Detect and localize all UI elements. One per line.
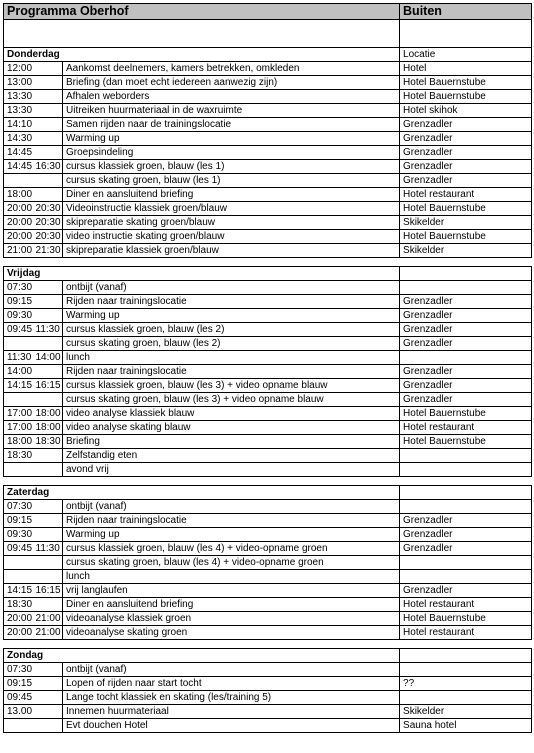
end-time: 18:00 (33, 421, 63, 435)
location: Hotel (400, 62, 532, 76)
table-row (4, 323, 532, 337)
end-time: 16:15 (33, 379, 63, 393)
location: Hotel Bauernstube (400, 407, 532, 421)
location (400, 463, 532, 477)
table-row (4, 514, 532, 528)
table-row (4, 76, 532, 90)
location-header: Locatie (400, 48, 532, 62)
table-row (4, 174, 532, 188)
gap-cell (4, 640, 532, 649)
activity: ontbijt (vanaf) (63, 500, 400, 514)
activity: cursus klassiek groen, blauw (les 2) (63, 323, 400, 337)
activity: Diner en aansluitend briefing (63, 598, 400, 612)
table-row (4, 598, 532, 612)
table-row (4, 281, 532, 295)
table-row (4, 570, 532, 584)
start-time: 13:30 (4, 104, 33, 118)
title-row (4, 4, 532, 20)
day-header-row (4, 48, 532, 62)
location: Skikelder (400, 705, 532, 719)
end-time (33, 118, 63, 132)
day-name: Donderdag (4, 48, 400, 62)
end-time (33, 556, 63, 570)
start-time: 18:00 (4, 435, 33, 449)
table-row (4, 705, 532, 719)
location: Grenzadler (400, 132, 532, 146)
table-row (4, 393, 532, 407)
activity: Groepsindeling (63, 146, 400, 160)
end-time: 21:00 (33, 612, 63, 626)
start-time: 09:15 (4, 514, 33, 528)
start-time: 20:00 (4, 626, 33, 640)
end-time (33, 463, 63, 477)
location: Skikelder (400, 244, 532, 258)
start-time: 21:00 (4, 244, 33, 258)
end-time (33, 449, 63, 463)
end-time (33, 132, 63, 146)
location: Grenzadler (400, 174, 532, 188)
table-row (4, 677, 532, 691)
location: Grenzadler (400, 379, 532, 393)
start-time: 18:30 (4, 449, 33, 463)
activity: cursus skating groen, blauw (les 1) (63, 174, 400, 188)
table-row (4, 663, 532, 677)
end-time (33, 146, 63, 160)
activity: Warming up (63, 309, 400, 323)
end-time (33, 514, 63, 528)
activity: vrij langlaufen (63, 584, 400, 598)
activity: Lange tocht klassiek en skating (les/training 5) (63, 691, 400, 705)
end-time (33, 705, 63, 719)
activity: video analyse klassiek blauw (63, 407, 400, 421)
activity: Rijden naar trainingslocatie (63, 365, 400, 379)
end-time (33, 104, 63, 118)
table-row (4, 216, 532, 230)
location: Grenzadler (400, 542, 532, 556)
table-row (4, 612, 532, 626)
table-row (4, 556, 532, 570)
start-time: 09:15 (4, 677, 33, 691)
table-row (4, 146, 532, 160)
location (400, 281, 532, 295)
location: Grenzadler (400, 514, 532, 528)
start-time: 12:00 (4, 62, 33, 76)
location: Grenzadler (400, 337, 532, 351)
activity: Diner en aansluitend briefing (63, 188, 400, 202)
location: Sauna hotel (400, 719, 532, 733)
end-time (33, 570, 63, 584)
end-time: 18:00 (33, 407, 63, 421)
end-time: 11:30 (33, 542, 63, 556)
end-time (33, 76, 63, 90)
start-time: 14:00 (4, 365, 33, 379)
location: Grenzadler (400, 323, 532, 337)
end-time: 18:30 (33, 435, 63, 449)
day-name: Zaterdag (4, 486, 400, 500)
start-time: 14:15 (4, 379, 33, 393)
activity: ontbijt (vanaf) (63, 281, 400, 295)
day-header-row (4, 649, 532, 663)
table-row (4, 104, 532, 118)
location (400, 351, 532, 365)
activity: cursus skating groen, blauw (les 3) + video opname blauw (63, 393, 400, 407)
location: Hotel Bauernstube (400, 435, 532, 449)
table-row (4, 62, 532, 76)
end-time (33, 174, 63, 188)
end-time (33, 62, 63, 76)
location: Grenzadler (400, 118, 532, 132)
end-time (33, 719, 63, 733)
day-name: Vrijdag (4, 267, 400, 281)
location-header-empty (400, 267, 532, 281)
location: Grenzadler (400, 309, 532, 323)
start-time (4, 463, 33, 477)
activity: Samen rijden naar de trainingslocatie (63, 118, 400, 132)
day-header-row (4, 267, 532, 281)
end-time (33, 365, 63, 379)
location (400, 663, 532, 677)
activity: cursus skating groen, blauw (les 2) (63, 337, 400, 351)
table-row (4, 337, 532, 351)
location: Grenzadler (400, 528, 532, 542)
start-time: 09:45 (4, 691, 33, 705)
location: Hotel skihok (400, 104, 532, 118)
activity: ontbijt (vanaf) (63, 663, 400, 677)
end-time (33, 337, 63, 351)
location: Grenzadler (400, 584, 532, 598)
table-row (4, 188, 532, 202)
start-time (4, 393, 33, 407)
location: Hotel restaurant (400, 188, 532, 202)
location: Hotel restaurant (400, 598, 532, 612)
activity: skipreparatie klassiek groen/blauw (63, 244, 400, 258)
location-header-empty (400, 649, 532, 663)
table-row (4, 528, 532, 542)
end-time (33, 295, 63, 309)
start-time: 07:30 (4, 663, 33, 677)
blank-cell (400, 20, 532, 48)
end-time (33, 691, 63, 705)
end-time (33, 663, 63, 677)
start-time: 14:45 (4, 146, 33, 160)
activity: Briefing (dan moet echt iedereen aanwezig zijn) (63, 76, 400, 90)
start-time: 13:30 (4, 90, 33, 104)
end-time (33, 309, 63, 323)
activity: Warming up (63, 528, 400, 542)
start-time: 09:30 (4, 528, 33, 542)
section-gap (4, 640, 532, 649)
start-time: 18:30 (4, 598, 33, 612)
schedule-table (3, 3, 532, 733)
location: Grenzadler (400, 295, 532, 309)
activity: lunch (63, 351, 400, 365)
location: Grenzadler (400, 146, 532, 160)
program-title: Programma Oberhof (4, 4, 400, 20)
activity: skipreparatie skating groen/blauw (63, 216, 400, 230)
table-row (4, 463, 532, 477)
start-time: 13.00 (4, 705, 33, 719)
start-time (4, 570, 33, 584)
activity: Briefing (63, 435, 400, 449)
table-row (4, 244, 532, 258)
location: Hotel Bauernstube (400, 90, 532, 104)
end-time (33, 393, 63, 407)
blank-cell (4, 20, 400, 48)
table-row (4, 309, 532, 323)
start-time: 14:15 (4, 584, 33, 598)
start-time: 07:30 (4, 500, 33, 514)
end-time (33, 188, 63, 202)
gap-cell (4, 477, 532, 486)
end-time: 11:30 (33, 323, 63, 337)
activity: videoanalyse klassiek groen (63, 612, 400, 626)
activity: cursus klassiek groen, blauw (les 4) + video-opname groen (63, 542, 400, 556)
end-time (33, 528, 63, 542)
title-location: Buiten (400, 4, 532, 20)
table-row (4, 132, 532, 146)
activity: cursus skating groen, blauw (les 4) + video-opname groen (63, 556, 400, 570)
table-row (4, 230, 532, 244)
activity: cursus klassiek groen, blauw (les 3) + video opname blauw (63, 379, 400, 393)
location-header-empty (400, 486, 532, 500)
section-gap (4, 258, 532, 267)
activity: Rijden naar trainingslocatie (63, 514, 400, 528)
end-time: 14:00 (33, 351, 63, 365)
blank-row (4, 20, 532, 48)
table-row (4, 202, 532, 216)
table-row (4, 407, 532, 421)
table-row (4, 542, 532, 556)
start-time: 11:30 (4, 351, 33, 365)
activity: Aankomst deelnemers, kamers betrekken, omkleden (63, 62, 400, 76)
start-time: 14:30 (4, 132, 33, 146)
gap-cell (4, 258, 532, 267)
end-time: 21:00 (33, 626, 63, 640)
activity: Videoinstructie klassiek groen/blauw (63, 202, 400, 216)
activity: videoanalyse skating groen (63, 626, 400, 640)
day-header-row (4, 486, 532, 500)
table-row (4, 719, 532, 733)
activity: Lopen of rijden naar start tocht (63, 677, 400, 691)
activity: Afhalen weborders (63, 90, 400, 104)
location: Hotel Bauernstube (400, 202, 532, 216)
start-time: 09:15 (4, 295, 33, 309)
end-time: 16:15 (33, 584, 63, 598)
start-time: 13:00 (4, 76, 33, 90)
location: Grenzadler (400, 160, 532, 174)
location: Skikelder (400, 216, 532, 230)
activity: Uitreiken huurmateriaal in de waxruimte (63, 104, 400, 118)
end-time: 21:30 (33, 244, 63, 258)
location: Hotel restaurant (400, 626, 532, 640)
table-row (4, 118, 532, 132)
activity: Rijden naar trainingslocatie (63, 295, 400, 309)
start-time: 14:10 (4, 118, 33, 132)
start-time: 20:00 (4, 230, 33, 244)
activity: video instructie skating groen/blauw (63, 230, 400, 244)
start-time (4, 337, 33, 351)
start-time: 18:00 (4, 188, 33, 202)
table-row (4, 691, 532, 705)
start-time: 07:30 (4, 281, 33, 295)
start-time: 09:45 (4, 542, 33, 556)
activity: cursus klassiek groen, blauw (les 1) (63, 160, 400, 174)
activity: video analyse skating blauw (63, 421, 400, 435)
end-time (33, 281, 63, 295)
activity: Warming up (63, 132, 400, 146)
location: Hotel restaurant (400, 421, 532, 435)
start-time (4, 719, 33, 733)
end-time (33, 677, 63, 691)
location: Hotel Bauernstube (400, 612, 532, 626)
activity: Evt douchen Hotel (63, 719, 400, 733)
location: Hotel Bauernstube (400, 230, 532, 244)
table-row (4, 295, 532, 309)
end-time (33, 598, 63, 612)
activity: Zelfstandig eten (63, 449, 400, 463)
start-time: 20:00 (4, 202, 33, 216)
activity: Innemen huurmateriaal (63, 705, 400, 719)
table-row (4, 435, 532, 449)
location: Grenzadler (400, 393, 532, 407)
table-row (4, 365, 532, 379)
location (400, 556, 532, 570)
table-row (4, 500, 532, 514)
table-row (4, 160, 532, 174)
table-row (4, 90, 532, 104)
table-row (4, 379, 532, 393)
start-time (4, 174, 33, 188)
end-time: 16:30 (33, 160, 63, 174)
end-time: 20:30 (33, 202, 63, 216)
table-row (4, 449, 532, 463)
location (400, 500, 532, 514)
end-time: 20:30 (33, 230, 63, 244)
location: Hotel Bauernstube (400, 76, 532, 90)
start-time: 09:30 (4, 309, 33, 323)
start-time: 17:00 (4, 407, 33, 421)
end-time: 20:30 (33, 216, 63, 230)
table-row (4, 626, 532, 640)
activity: avond vrij (63, 463, 400, 477)
location (400, 691, 532, 705)
end-time (33, 90, 63, 104)
table-row (4, 421, 532, 435)
start-time: 20:00 (4, 612, 33, 626)
section-gap (4, 477, 532, 486)
day-name: Zondag (4, 649, 400, 663)
start-time: 17:00 (4, 421, 33, 435)
schedule-sheet (3, 3, 531, 733)
start-time: 20:00 (4, 216, 33, 230)
start-time: 14:45 (4, 160, 33, 174)
location (400, 449, 532, 463)
start-time (4, 556, 33, 570)
location (400, 570, 532, 584)
table-row (4, 351, 532, 365)
location: ?? (400, 677, 532, 691)
start-time: 09:45 (4, 323, 33, 337)
table-row (4, 584, 532, 598)
location: Grenzadler (400, 365, 532, 379)
activity: lunch (63, 570, 400, 584)
end-time (33, 500, 63, 514)
